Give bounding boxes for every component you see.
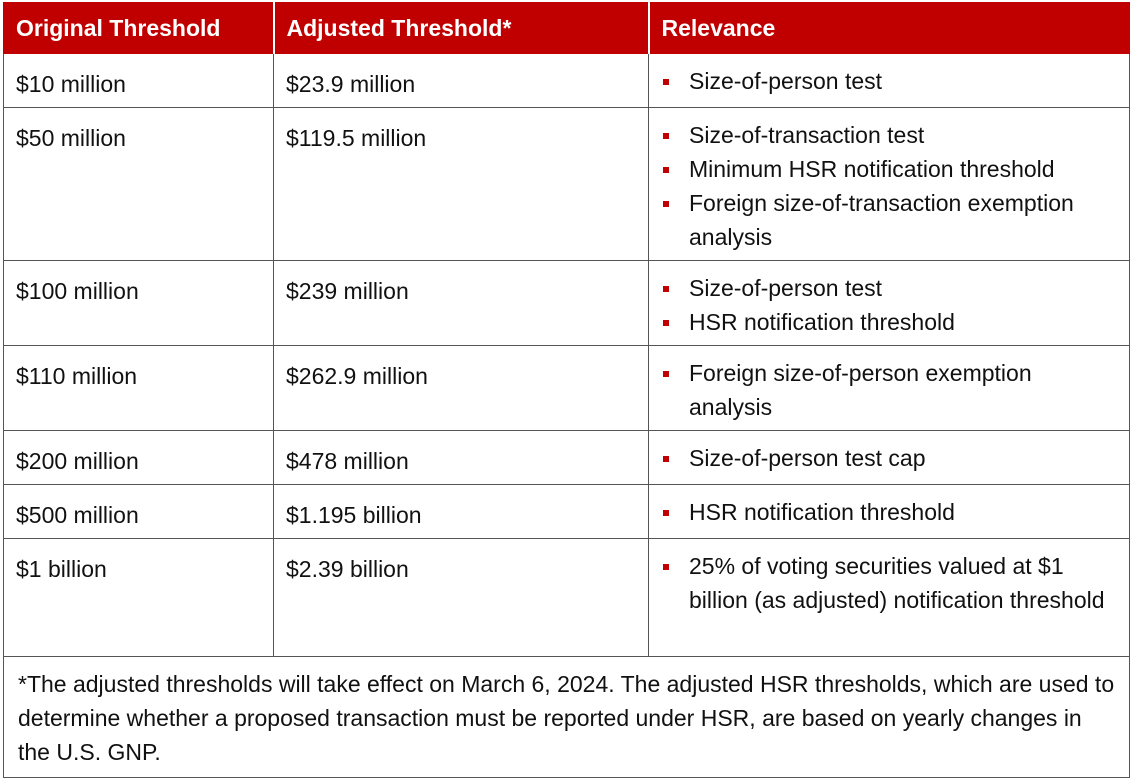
header-relevance: Relevance xyxy=(649,3,1130,54)
bullet-square-icon xyxy=(663,564,669,570)
original-cell: $200 million xyxy=(4,431,274,485)
table-row xyxy=(4,261,1130,346)
original-cell: $1 billion xyxy=(4,539,274,657)
bullet-square-icon xyxy=(663,320,669,326)
list-item xyxy=(661,549,1119,617)
relevance-text: Size-of-person test xyxy=(689,68,883,94)
original-cell: $500 million xyxy=(4,485,274,539)
table-row xyxy=(4,485,1130,539)
list-item xyxy=(661,186,1119,254)
bullet-square-icon xyxy=(663,79,669,85)
adjusted-cell: $119.5 million xyxy=(274,108,649,261)
adjusted-cell: $23.9 million xyxy=(274,54,649,108)
relevance-cell xyxy=(649,485,1130,539)
original-cell: $110 million xyxy=(4,346,274,431)
header-row xyxy=(4,3,1130,54)
relevance-text: Size-of-person test cap xyxy=(689,445,926,471)
relevance-cell xyxy=(649,431,1130,485)
list-item xyxy=(661,441,1119,475)
bullet-square-icon xyxy=(663,371,669,377)
table-row xyxy=(4,431,1130,485)
relevance-cell xyxy=(649,261,1130,346)
original-cell: $10 million xyxy=(4,54,274,108)
list-item xyxy=(661,118,1119,152)
relevance-cell xyxy=(649,54,1130,108)
header-adjusted-threshold: Adjusted Threshold* xyxy=(274,3,649,54)
adjusted-cell: $239 million xyxy=(274,261,649,346)
relevance-text: 25% of voting securities valued at $1 billion (as adjusted) notification threshold xyxy=(689,553,1105,613)
relevance-text: Foreign size-of-person exemption analysis xyxy=(689,360,1032,420)
relevance-text: Minimum HSR notification threshold xyxy=(689,156,1055,182)
list-item xyxy=(661,271,1119,305)
table-row xyxy=(4,346,1130,431)
list-item xyxy=(661,64,1119,98)
bullet-square-icon xyxy=(663,133,669,139)
relevance-cell xyxy=(649,539,1130,657)
list-item xyxy=(661,495,1119,529)
footnote-row xyxy=(4,657,1130,778)
list-item xyxy=(661,356,1119,424)
adjusted-cell: $1.195 billion xyxy=(274,485,649,539)
relevance-text: HSR notification threshold xyxy=(689,309,955,335)
relevance-text: Size-of-person test xyxy=(689,275,883,301)
bullet-square-icon xyxy=(663,510,669,516)
relevance-cell xyxy=(649,346,1130,431)
list-item xyxy=(661,305,1119,339)
adjusted-cell: $478 million xyxy=(274,431,649,485)
relevance-text: HSR notification threshold xyxy=(689,499,955,525)
relevance-text: Size-of-transaction test xyxy=(689,122,925,148)
relevance-cell xyxy=(649,108,1130,261)
table-row xyxy=(4,539,1130,657)
relevance-text: Foreign size-of-transaction exemption analysis xyxy=(689,190,1074,250)
bullet-square-icon xyxy=(663,201,669,207)
bullet-square-icon xyxy=(663,456,669,462)
header-original-threshold: Original Threshold xyxy=(4,3,274,54)
bullet-square-icon xyxy=(663,167,669,173)
table-row xyxy=(4,108,1130,261)
thresholds-table xyxy=(3,2,1130,778)
adjusted-cell: $2.39 billion xyxy=(274,539,649,657)
adjusted-cell: $262.9 million xyxy=(274,346,649,431)
footnote: *The adjusted thresholds will take effect on March 6, 2024. The adjusted HSR thresholds, which are used to determine whether a proposed transaction must be reported under HSR, are based on yearly changes in the U.S. GNP. xyxy=(4,657,1130,778)
table-row xyxy=(4,54,1130,108)
list-item xyxy=(661,152,1119,186)
original-cell: $50 million xyxy=(4,108,274,261)
bullet-square-icon xyxy=(663,286,669,292)
original-cell: $100 million xyxy=(4,261,274,346)
